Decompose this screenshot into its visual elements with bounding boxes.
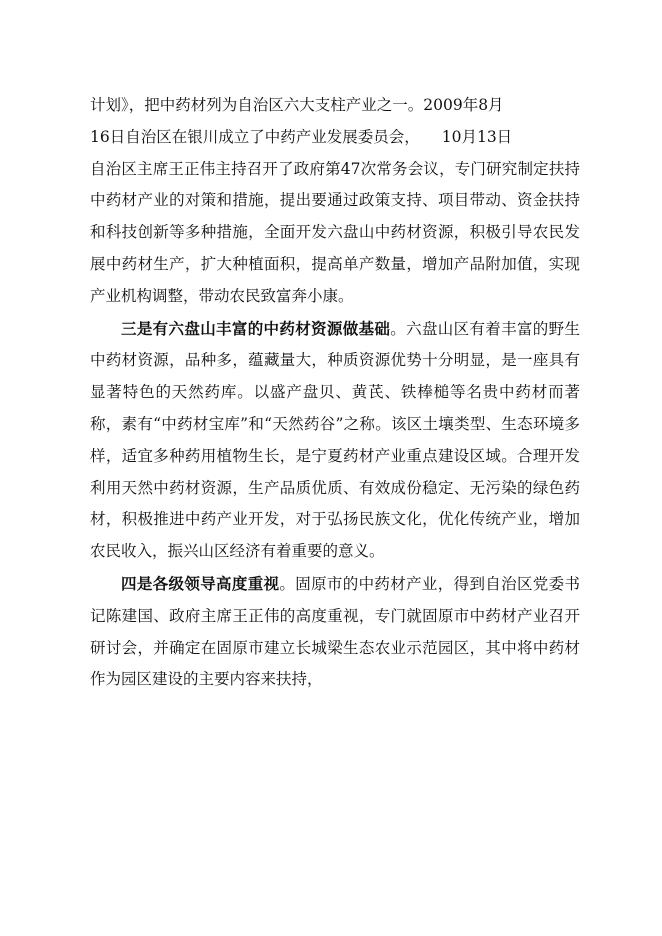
paragraph-resources bbox=[90, 313, 580, 568]
paragraph-line: 16日自治区在银川成立了中药产业发展委员会， bbox=[90, 127, 420, 146]
paragraph-text: 。固原市的中药材产业，得到自治区党委书记陈建国、政府主席王正伟的高度重视，专门就固原市中药材产业召开研讨会，并确定在固原市建立长城梁生态农业示范园区，其中将中药材作为园区建设的主要内容来扶持， bbox=[90, 574, 580, 689]
paragraph-text: 自治区主席王正伟主持召开了政府第47次常务会议，专门研究制定扶持中药材产业的对策和措施，提出要通过政策支持、项目带动、资金扶持和科技创新等多种措施，全面开发六盘山中药材资源，积极引导农民发展中药材生产，扩大种植面积，提高单产数量，增加产品附加值，实现产业机构调整，带动农民致富奔小康。 bbox=[90, 159, 580, 305]
document-body bbox=[90, 90, 580, 696]
paragraph-line: 10月13日 bbox=[441, 127, 513, 146]
paragraph-policy bbox=[90, 90, 580, 313]
paragraph-heading: 三是有六盘山丰富的中药材资源做基础 bbox=[121, 318, 391, 338]
paragraph-text: 。六盘山区有着丰富的野生中药材资源，品种多，蕴藏量大，种质资源优势十分明显，是一座具有显著特色的天然药库。以盛产盘贝、黄芪、铁棒槌等名贵中药材而著称，素有“中药材宝库”和“天然药谷”之称。该区土壤类型、生态环境多样，适宜多种药用植物生长，是宁夏药材产业重点建设区域。合理开发利用天然中药材资源，生产品质优质、有效成份稳定、无污染的绿色药材，积极推进中药产业开发，对于弘扬民族文化，优化传统产业，增加农民收入，振兴山区经济有着重要的意义。 bbox=[90, 319, 580, 561]
paragraph-heading: 四是各级领导高度重视 bbox=[121, 573, 280, 593]
paragraph-line: 计划》，把中药材列为自治区六大支柱产业之一。2009年8月 bbox=[90, 96, 504, 114]
paragraph-leadership bbox=[90, 568, 580, 696]
